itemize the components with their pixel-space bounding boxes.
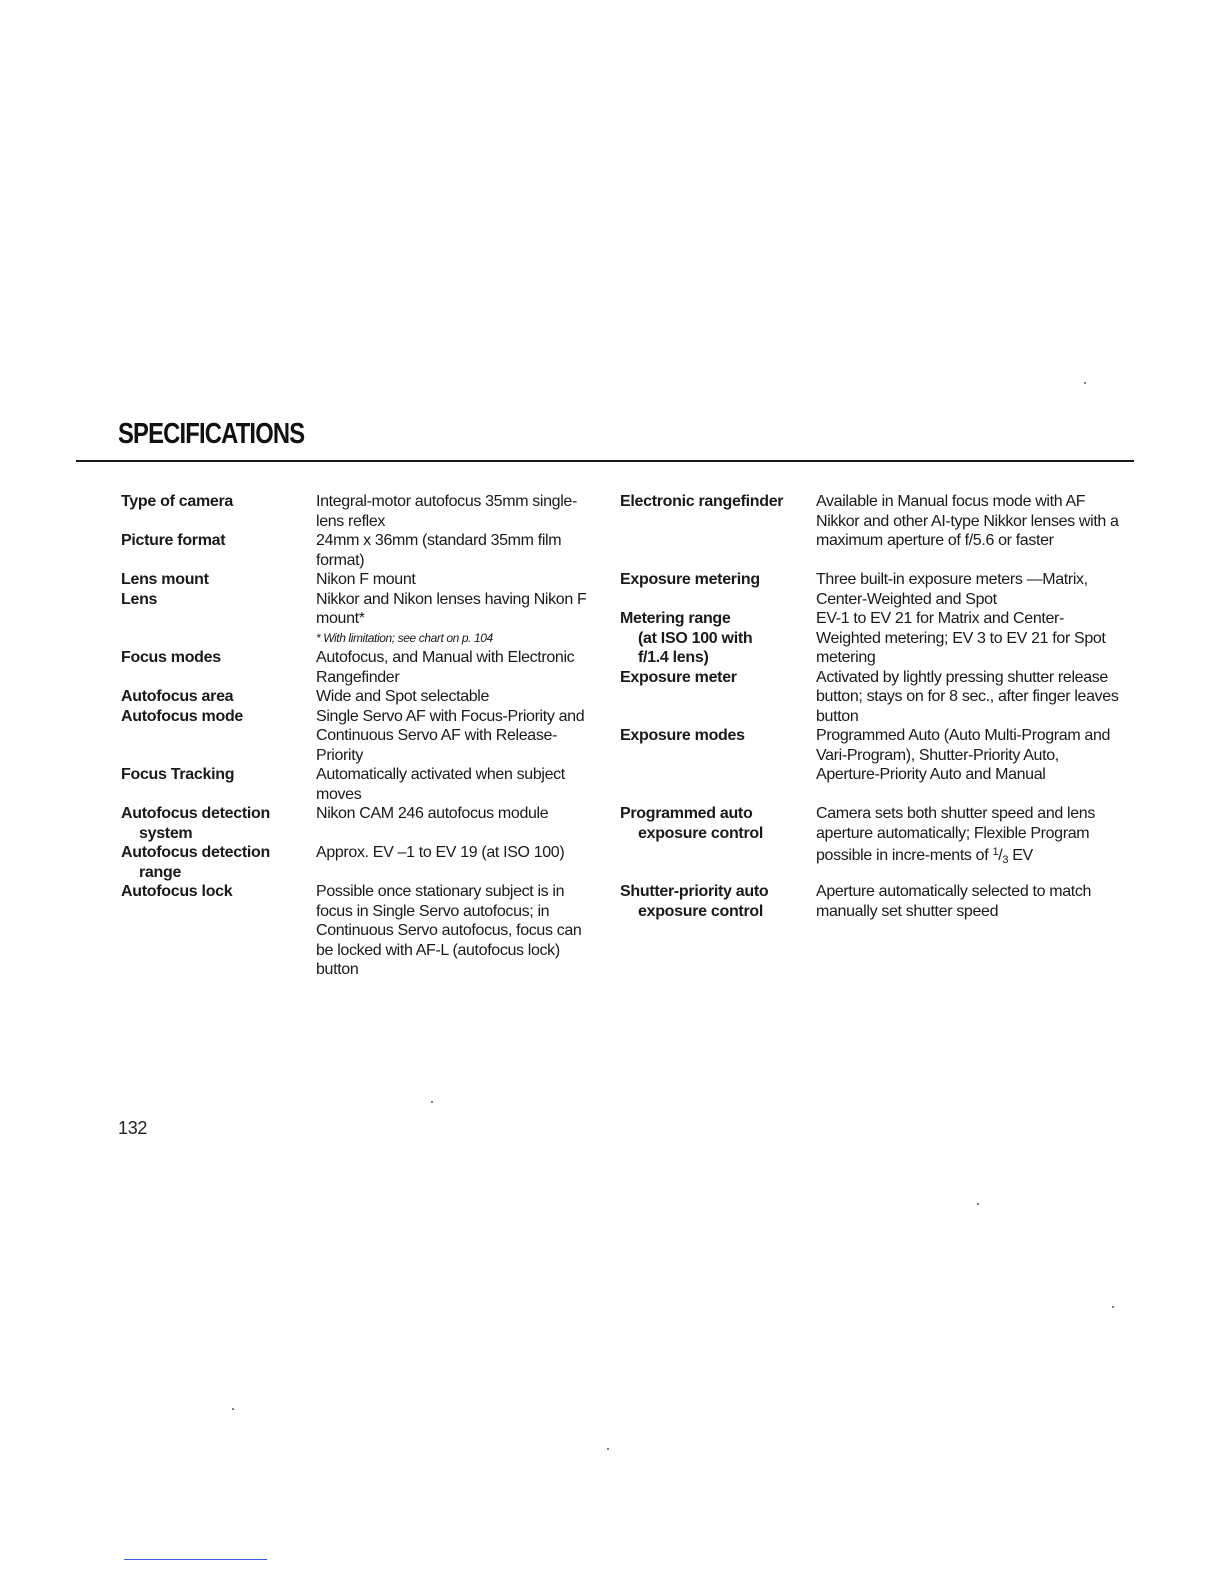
spec-value: Available in Manual focus mode with AF Nikkor and other AI-type Nikkor lenses with a maximum aperture of f/5.6 or faster: [816, 493, 1119, 549]
spec-row: [121, 492, 601, 531]
spec-label-line2: exposure control: [638, 902, 764, 920]
spec-label: Exposure modes: [620, 727, 745, 744]
spec-value: Automatically activated when subject moves: [316, 766, 565, 803]
spec-label-group: [620, 804, 816, 843]
spec-value: EV-1 to EV 21 for Matrix and Center-Weighted metering; EV 3 to EV 21 for Spot metering: [816, 610, 1106, 666]
spec-value: Possible once stationary subject is in focus in Single Servo autofocus; in Continuous Servo autofocus, focus can be locked with AF-L (autofocus lock) button: [316, 883, 582, 978]
spec-value: Integral-motor autofocus 35mm single-lens reflex: [316, 493, 577, 530]
spec-row: [121, 765, 601, 804]
spec-label: Picture format: [121, 532, 226, 549]
spec-value: 24mm x 36mm (standard 35mm film format): [316, 532, 562, 569]
spec-label: Autofocus detection: [121, 805, 270, 822]
spec-value: Camera sets both shutter speed and lens aperture automatically; Flexible Program possible in incre-ments of: [816, 805, 1095, 864]
spec-row: [121, 648, 601, 687]
spec-row: [620, 804, 1120, 882]
spec-label: Type of camera: [121, 493, 233, 510]
spec-label: Autofocus lock: [121, 883, 233, 900]
specs-right-column: [620, 492, 1120, 921]
spec-row: [121, 707, 601, 766]
spec-value: Activated by lightly pressing shutter release button; stays on for 8 sec., after finger leaves button: [816, 668, 1119, 725]
spec-label-line3: f/1.4 lens): [638, 649, 709, 666]
spec-label: Exposure meter: [620, 668, 737, 686]
scan-speck: [977, 1203, 979, 1205]
spec-row: [121, 882, 601, 980]
spec-value: Approx. EV –1 to EV 19 (at ISO 100): [316, 844, 565, 861]
spec-label-group: [121, 843, 316, 882]
spec-footnote: * With limitation; see chart on p. 104: [316, 630, 493, 645]
spec-value-group: [816, 804, 1120, 871]
fraction-numerator: 1: [992, 846, 999, 858]
title-rule: [76, 460, 1134, 462]
scan-speck: [232, 1408, 234, 1410]
spec-label: Autofocus mode: [121, 707, 244, 725]
page-title: SPECIFICATIONS: [118, 418, 305, 450]
spec-row: [620, 570, 1120, 609]
spec-label-line2: exposure control: [638, 824, 764, 842]
spec-label-line2: system: [139, 824, 193, 842]
spec-label-group: [121, 804, 316, 843]
spec-label-line2: (at ISO 100 with: [638, 629, 753, 647]
spec-row: [620, 492, 1120, 570]
spec-value: Nikkor and Nikon lenses having Nikon F mount*: [316, 590, 587, 627]
spec-label: Autofocus area: [121, 688, 234, 705]
spec-label: Programmed auto: [620, 805, 753, 822]
scan-speck: [431, 1101, 433, 1103]
spec-label: Metering range: [620, 610, 731, 627]
spec-label: Electronic rangefinder: [620, 493, 784, 510]
spec-label: Autofocus detection: [121, 844, 270, 861]
spec-row: [121, 570, 601, 590]
spec-label-group: [620, 882, 816, 921]
spec-label: Exposure metering: [620, 571, 760, 588]
scan-speck: [1112, 1306, 1114, 1308]
spec-label-group: [620, 609, 816, 668]
fraction-denominator: 3: [1002, 854, 1009, 866]
spec-row: [121, 804, 601, 843]
specs-left-column: [121, 492, 601, 980]
spec-row: [620, 609, 1120, 668]
spec-label-line2: range: [139, 863, 182, 881]
spec-value: Nikon F mount: [316, 571, 416, 588]
spec-row: [121, 843, 601, 882]
spec-row: [620, 726, 1120, 804]
spec-value: Nikon CAM 246 autofocus module: [316, 805, 549, 822]
spec-value-tail: EV: [1008, 847, 1033, 864]
spec-label: Lens mount: [121, 571, 209, 588]
spec-row: [620, 882, 1120, 921]
spec-label: Focus Tracking: [121, 766, 235, 783]
spec-value: Single Servo AF with Focus-Priority and Continuous Servo AF with Release-Priority: [316, 707, 585, 764]
spec-row: [121, 531, 601, 570]
spec-label: Lens: [121, 590, 158, 608]
page-number: 132: [118, 1118, 148, 1138]
spec-label: Focus modes: [121, 649, 221, 666]
scan-speck: [1084, 382, 1086, 384]
fraction-slash: /: [998, 847, 1003, 864]
spec-value: Three built-in exposure meters —Matrix, Center-Weighted and Spot: [816, 571, 1088, 608]
scan-speck: [607, 1448, 609, 1450]
spec-value: Autofocus, and Manual with Electronic Rangefinder: [316, 649, 575, 686]
spec-value: Programmed Auto (Auto Multi-Program and Vari-Program), Shutter-Priority Auto, Aperture-Priority Auto and Manual: [816, 727, 1111, 783]
spec-value: Wide and Spot selectable: [316, 688, 490, 705]
spec-row: [620, 668, 1120, 727]
bottom-underline: [124, 1559, 267, 1560]
spec-value: Aperture automatically selected to match manually set shutter speed: [816, 883, 1092, 920]
spec-row: [121, 687, 601, 707]
spec-row: [121, 590, 601, 649]
spec-label: Shutter-priority auto: [620, 883, 769, 900]
spec-value-group: [316, 590, 601, 649]
